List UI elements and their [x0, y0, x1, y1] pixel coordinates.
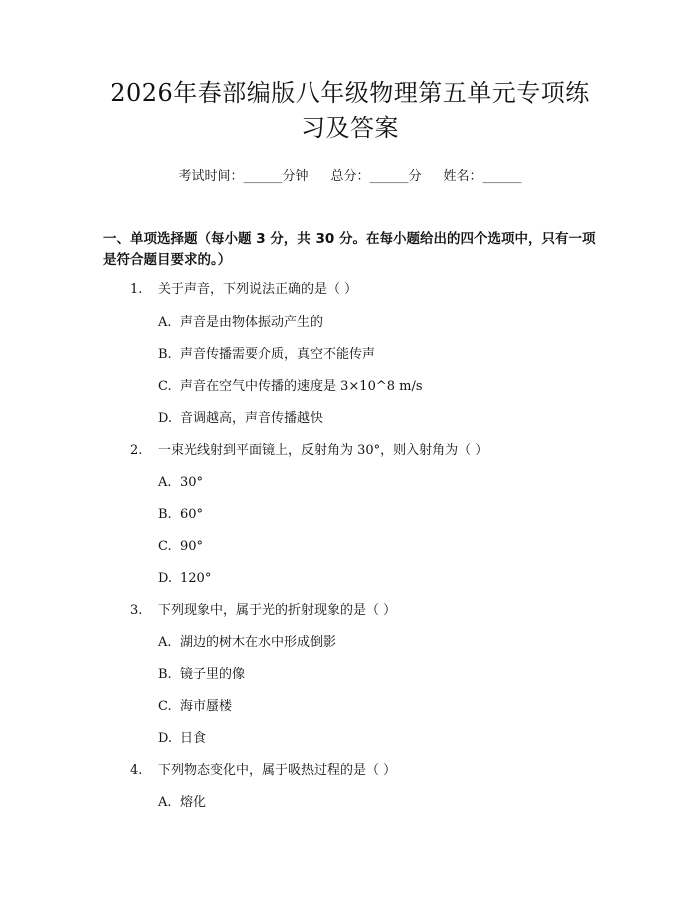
option-1d	[158, 409, 323, 429]
page-title	[90, 76, 610, 146]
exam-time-field: 考试时间：______分钟	[178, 169, 309, 184]
option-text: 湖边的树木在水中形成倒影	[180, 635, 337, 650]
option-text: 120°	[180, 571, 212, 586]
option-text: 声音在空气中传播的速度是 3×10^8 m/s	[180, 379, 423, 394]
option-letter: D.	[158, 411, 173, 426]
option-letter: B.	[158, 347, 172, 362]
option-text: 90°	[180, 539, 204, 554]
option-3c	[158, 697, 232, 717]
question-text: 下列物态变化中，属于吸热过程的是（ ）	[158, 763, 397, 778]
question-number: 1.	[130, 282, 143, 297]
option-text: 日食	[180, 731, 207, 746]
option-letter: B.	[158, 507, 172, 522]
question-text: 一束光线射到平面镜上，反射角为 30°，则入射角为（ ）	[158, 443, 489, 458]
option-text: 音调越高，声音传播越快	[180, 411, 324, 426]
question-text: 下列现象中，属于光的折射现象的是（ ）	[158, 603, 397, 618]
option-1c	[158, 377, 423, 397]
title-line-2: 习及答案	[301, 114, 399, 142]
option-text: 60°	[180, 507, 204, 522]
exam-info-row	[0, 166, 700, 188]
option-text: 熔化	[180, 795, 207, 810]
option-1a	[158, 313, 323, 333]
option-text: 声音是由物体振动产生的	[180, 315, 324, 330]
question-number: 2.	[130, 443, 143, 458]
option-letter: D.	[158, 571, 173, 586]
question-number: 4.	[130, 763, 143, 778]
option-1b	[158, 345, 375, 365]
option-2a	[158, 473, 203, 493]
option-3d	[158, 729, 206, 749]
section-heading-line-2: 是符合题目要求的。）	[103, 252, 232, 268]
question-1	[130, 280, 357, 300]
option-text: 海市蜃楼	[180, 699, 233, 714]
question-2	[130, 441, 488, 461]
option-2d	[158, 569, 211, 589]
student-name-field: 姓名：______	[443, 169, 522, 184]
option-letter: B.	[158, 667, 172, 682]
title-line-1: 2026年春部编版八年级物理第五单元专项练	[110, 79, 590, 107]
option-4a	[158, 793, 206, 813]
question-3	[130, 601, 396, 621]
section-heading	[103, 229, 603, 271]
option-2c	[158, 537, 203, 557]
question-4	[130, 761, 396, 781]
option-letter: A.	[158, 315, 172, 330]
option-text: 镜子里的像	[180, 667, 246, 682]
option-text: 声音传播需要介质，真空不能传声	[180, 347, 376, 362]
question-text: 关于声音，下列说法正确的是（ ）	[158, 282, 358, 297]
option-letter: C.	[158, 379, 172, 394]
option-text: 30°	[180, 475, 204, 490]
option-letter: C.	[158, 699, 172, 714]
option-letter: A.	[158, 635, 172, 650]
total-score-field: 总分：______分	[330, 169, 422, 184]
question-number: 3.	[130, 603, 143, 618]
option-letter: C.	[158, 539, 172, 554]
option-letter: A.	[158, 475, 172, 490]
option-letter: D.	[158, 731, 173, 746]
option-3b	[158, 665, 245, 685]
section-heading-line-1: 一、单项选择题（每小题 3 分，共 30 分。在每小题给出的四个选项中，只有一项	[103, 231, 596, 247]
option-3a	[158, 633, 336, 653]
option-2b	[158, 505, 203, 525]
option-letter: A.	[158, 795, 172, 810]
